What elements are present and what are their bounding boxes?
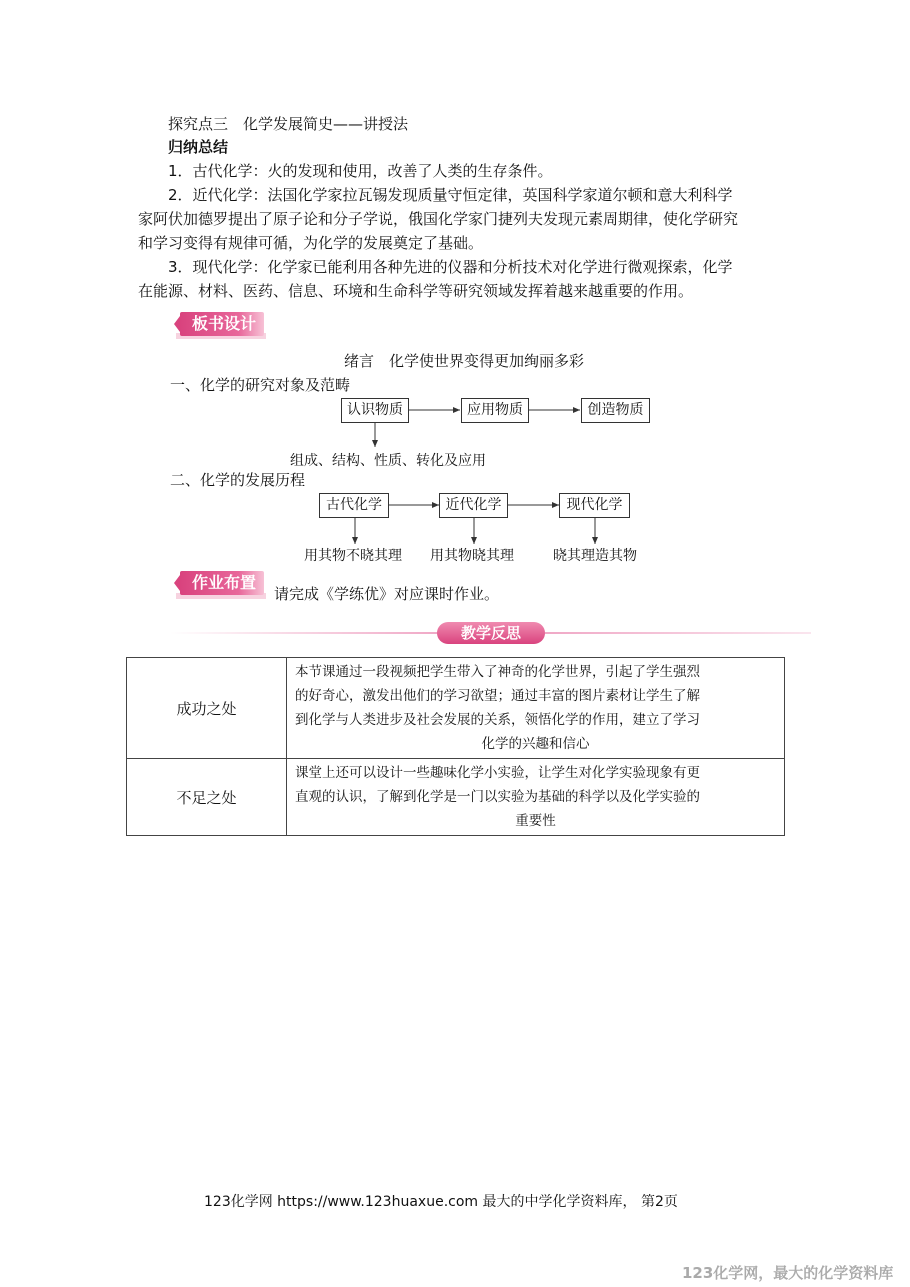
- section-heading: 探究点三 化学发展简史——讲授法: [168, 115, 409, 133]
- reflection-table: [126, 657, 785, 836]
- part2-note-ancient: 用其物不晓其理: [304, 548, 402, 564]
- board-title: 绪言 化学使世界变得更加绚丽多彩: [344, 352, 585, 370]
- board-design-banner: 板书设计: [180, 312, 264, 336]
- text-line: 本节课通过一段视频把学生带入了神奇的化学世界，引起了学生强烈: [295, 664, 700, 680]
- paragraph-line: 1．古代化学：火的发现和使用，改善了人类的生存条件。: [168, 162, 553, 180]
- success-label: 成功之处: [127, 658, 287, 759]
- text-line: 化学的兴趣和信心: [481, 736, 590, 752]
- part2-note-modern: 用其物晓其理: [430, 548, 514, 564]
- reflection-banner: 教学反思: [437, 622, 545, 644]
- divider-right: [545, 632, 811, 634]
- flow-box-contemporary-chem: 现代化学: [559, 493, 630, 518]
- flow-box-modern-chem: 近代化学: [439, 493, 508, 518]
- flow-box-ancient-chem: 古代化学: [319, 493, 389, 518]
- success-text: [287, 658, 785, 759]
- table-row: [127, 759, 785, 836]
- paragraph-line: 家阿伏加德罗提出了原子论和分子学说，俄国化学家门捷列夫发现元素周期律，使化学研究: [138, 210, 739, 228]
- paragraph-line: 在能源、材料、医药、信息、环境和生命科学等研究领域发挥着越来越重要的作用。: [138, 282, 694, 300]
- part2-note-contemporary: 晓其理造其物: [553, 548, 637, 564]
- text-line: 课堂上还可以设计一些趣味化学小实验，让学生对化学实验现象有更: [295, 765, 700, 781]
- text-line: 直观的认识，了解到化学是一门以实验为基础的科学以及化学实验的: [295, 789, 700, 805]
- page-footer: 123化学网 https://www.123huaxue.com 最大的中学化学资料库， 第2页: [204, 1194, 678, 1210]
- text-line: 到化学与人类进步及社会发展的关系，领悟化学的作用，建立了学习: [295, 712, 700, 728]
- paragraph-line: 和学习变得有规律可循，为化学的发展奠定了基础。: [138, 234, 484, 252]
- table-row: [127, 658, 785, 759]
- flow-box-know-matter: 认识物质: [341, 398, 409, 423]
- watermark: 123化学网，最大的化学资料库: [682, 1264, 894, 1282]
- homework-banner: 作业布置: [180, 571, 264, 595]
- homework-text: 请完成《学练优》对应课时作业。: [274, 585, 500, 603]
- part1-heading: 一、化学的研究对象及范畴: [170, 376, 351, 394]
- divider-left: [170, 632, 438, 634]
- text-line: 的好奇心，激发出他们的学习欲望；通过丰富的图片素材让学生了解: [295, 688, 700, 704]
- summary-title: 归纳总结: [168, 138, 229, 156]
- paragraph-line: 3．现代化学：化学家已能利用各种先进的仪器和分析技术对化学进行微观探索，化学: [168, 258, 733, 276]
- flow-box-create-matter: 创造物质: [581, 398, 650, 423]
- flow-box-apply-matter: 应用物质: [461, 398, 529, 423]
- part2-heading: 二、化学的发展历程: [170, 471, 306, 489]
- shortfall-label: 不足之处: [127, 759, 287, 836]
- paragraph-line: 2．近代化学：法国化学家拉瓦锡发现质量守恒定律，英国科学家道尔顿和意大利科学: [168, 186, 733, 204]
- text-line: 重要性: [515, 813, 556, 829]
- shortfall-text: [287, 759, 785, 836]
- part1-note: 组成、结构、性质、转化及应用: [290, 453, 486, 469]
